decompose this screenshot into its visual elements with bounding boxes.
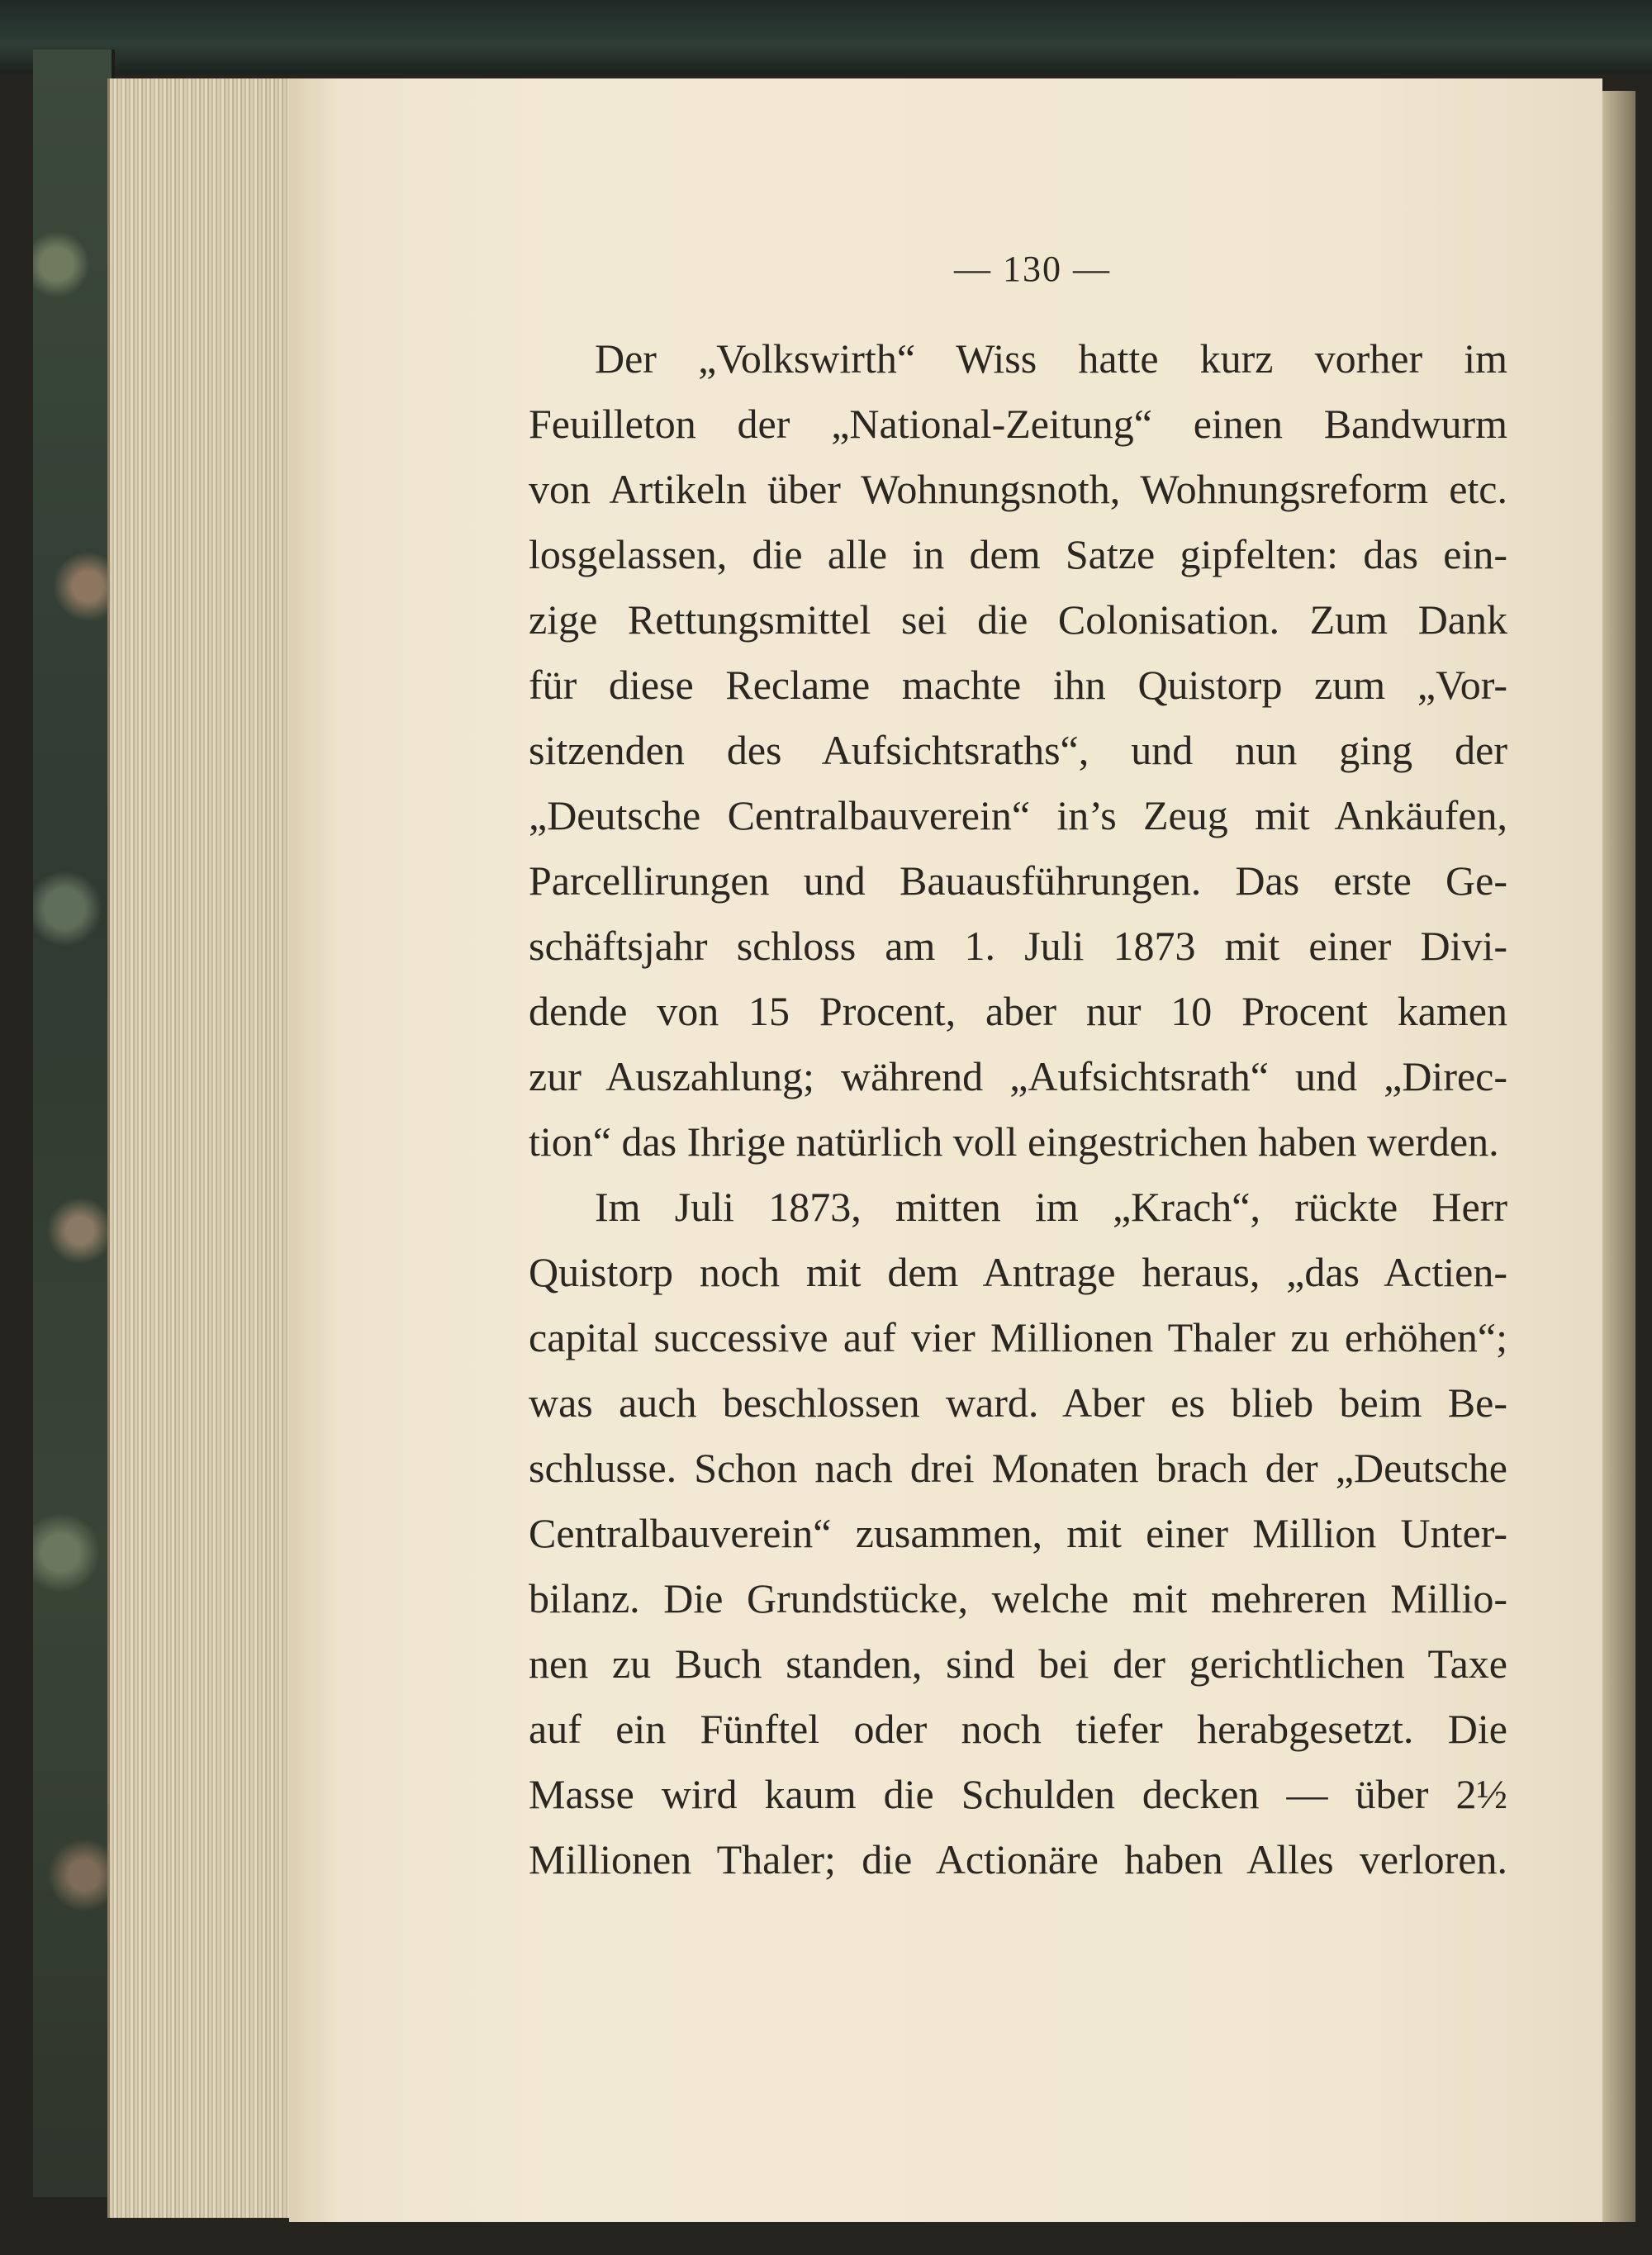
text-line: Parcellirungen und Bauausführungen. Das erste Ge-	[529, 857, 1507, 904]
text-line: losgelassen, die alle in dem Satze gipfelten: das ein-	[529, 531, 1507, 577]
text-line: sitzenden des Aufsichtsraths“, und nun ging der	[529, 727, 1507, 773]
text-line: Der „Volkswirth“ Wiss hatte kurz vorher im	[595, 335, 1507, 382]
text-line: Masse wird kaum die Schulden decken — über 2½	[529, 1771, 1507, 1817]
text-line: was auch beschlossen ward. Aber es blieb beim Be-	[529, 1379, 1507, 1426]
page-number-header: — 130 —	[954, 249, 1111, 289]
text-line: „Deutsche Centralbauverein“ in’s Zeug mit Ankäufen,	[529, 792, 1507, 838]
body-text	[529, 326, 1507, 1892]
text-line: schlusse. Schon nach drei Monaten brach der „Deutsche	[529, 1445, 1507, 1491]
marbled-endpaper	[33, 50, 115, 2197]
text-line: zige Rettungsmittel sei die Colonisation. Zum Dank	[529, 596, 1507, 643]
text-line: bilanz. Die Grundstücke, welche mit mehreren Millio-	[529, 1575, 1507, 1621]
text-line: von Artikeln über Wohnungsnoth, Wohnungsreform etc.	[529, 466, 1507, 512]
text-line: zur Auszahlung; während „Aufsichtsrath“ und „Direc-	[529, 1053, 1507, 1099]
text-line: Centralbauverein“ zusammen, mit einer Million Unter-	[529, 1510, 1507, 1556]
text-line: auf ein Fünftel oder noch tiefer herabgesetzt. Die	[529, 1706, 1507, 1752]
text-line: Feuilleton der „National-Zeitung“ einen Bandwurm	[529, 401, 1507, 447]
book-spine-top	[0, 0, 1652, 74]
text-line: nen zu Buch standen, sind bei der gerichtlichen Taxe	[529, 1640, 1507, 1687]
text-line: Im Juli 1873, mitten im „Krach“, rückte Herr	[595, 1184, 1507, 1230]
page-fold-shadow	[1602, 91, 1635, 2222]
text-line: für diese Reclame machte ihn Quistorp zum „Vor-	[529, 662, 1507, 708]
text-line: tion“ das Ihrige natürlich voll eingestrichen haben werden.	[529, 1118, 1499, 1165]
text-line: capital successive auf vier Millionen Thaler zu erhöhen“;	[529, 1314, 1507, 1360]
text-line: schäftsjahr schloss am 1. Juli 1873 mit einer Divi-	[529, 923, 1507, 969]
text-line: Millionen Thaler; die Actionäre haben Alles verloren.	[529, 1836, 1507, 1882]
page-edges	[107, 78, 296, 2218]
text-line: dende von 15 Procent, aber nur 10 Procent kamen	[529, 988, 1507, 1034]
text-line: Quistorp noch mit dem Antrage heraus, „das Actien-	[529, 1249, 1507, 1295]
